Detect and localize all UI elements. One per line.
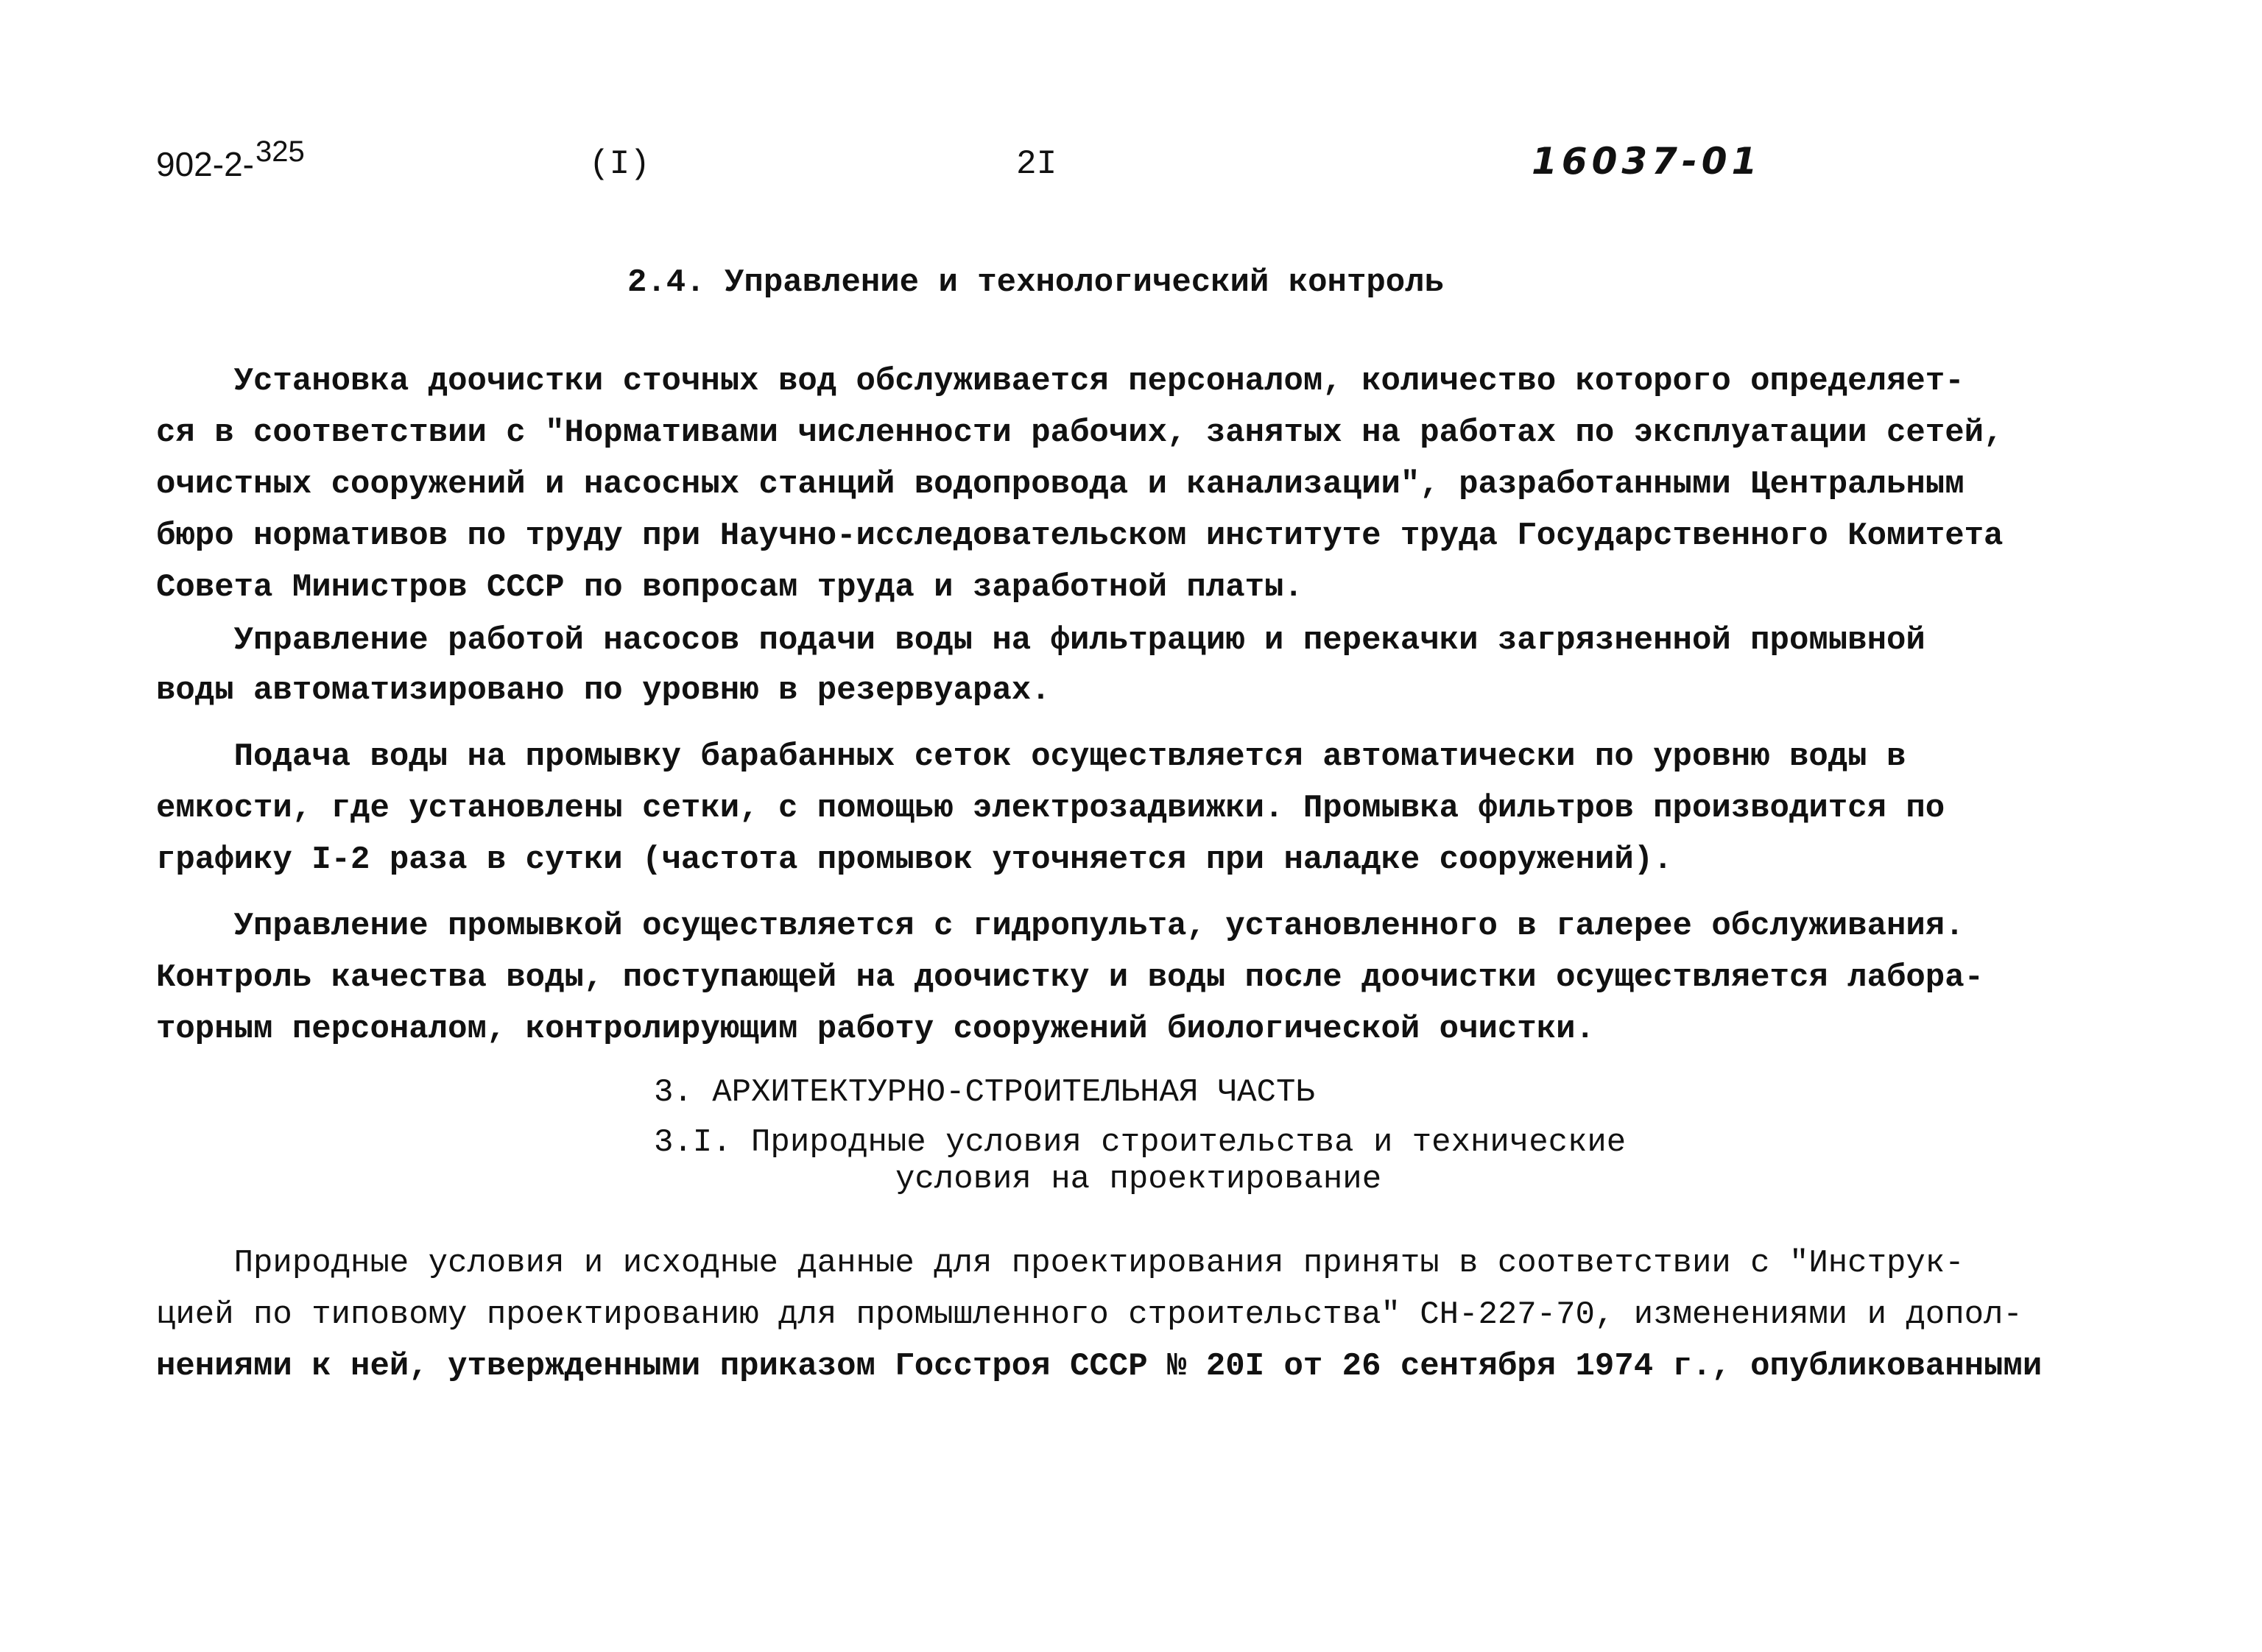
section-3-1-title-line2: условия на проектирование: [895, 1161, 1382, 1198]
paragraph-line: Контроль качества воды, поступающей на доочистку и воды после доочистки осуществляется лабора-: [156, 959, 1984, 996]
paragraph-line: бюро нормативов по труду при Научно-исследовательском институте труда Государственного Комитета: [156, 518, 2004, 554]
section-3-1-title-line1: 3.I. Природные условия строительства и технические: [654, 1124, 1627, 1161]
paragraph-line: очистных сооружений и насосных станций водопровода и канализации", разработанными Центральным: [156, 466, 1965, 503]
paragraph-line: ся в соответствии с "Нормативами численности рабочих, занятых на работах по эксплуатации сетей,: [156, 414, 2004, 451]
paragraph-line: торным персоналом, контролирующим работу сооружений биологической очистки.: [156, 1011, 1595, 1048]
paragraph-line: Природные условия и исходные данные для проектирования приняты в соответствии с "Инструк-: [156, 1245, 1965, 1282]
section-3-title: 3. АРХИТЕКТУРНО-СТРОИТЕЛЬНАЯ ЧАСТЬ: [654, 1074, 1315, 1111]
inventory-number: 16037-01: [1532, 140, 1762, 183]
page-number: 2I: [1016, 145, 1057, 183]
paragraph-line: Подача воды на промывку барабанных сеток осуществляется автоматически по уровню воды в: [156, 738, 1906, 775]
paragraph-line: цией по типовому проектированию для промышленного строительства" СН-227-70, изменениями и допол-: [156, 1296, 2023, 1333]
paragraph-line: Установка доочистки сточных вод обслуживается персоналом, количество которого определяет-: [156, 363, 1965, 400]
paragraph-line: Совета Министров СССР по вопросам труда и заработной платы.: [156, 569, 1303, 606]
document-code-main: 902-2-: [156, 145, 254, 183]
document-code-sup: 325: [255, 135, 305, 168]
section-2-4-title: 2.4. Управление и технологический контроль: [627, 264, 1444, 301]
paragraph-line: графику I-2 раза в сутки (частота промывок уточняется при наладке сооружений).: [156, 841, 1673, 878]
paragraph-line: Управление работой насосов подачи воды на фильтрацию и перекачки загрязненной промывной: [156, 622, 1925, 659]
paragraph-line: воды автоматизировано по уровню в резервуарах.: [156, 672, 1051, 709]
paragraph-line: нениями к ней, утвержденными приказом Госстроя СССР № 20I от 26 сентября 1974 г., опубликованными: [156, 1348, 2043, 1385]
volume-number: (I): [589, 145, 650, 183]
paragraph-line: Управление промывкой осуществляется с гидропульта, установленного в галерее обслуживания.: [156, 908, 1965, 945]
document-code: [156, 135, 305, 183]
paragraph-line: емкости, где установлены сетки, с помощью электрозадвижки. Промывка фильтров производится по: [156, 790, 1945, 827]
